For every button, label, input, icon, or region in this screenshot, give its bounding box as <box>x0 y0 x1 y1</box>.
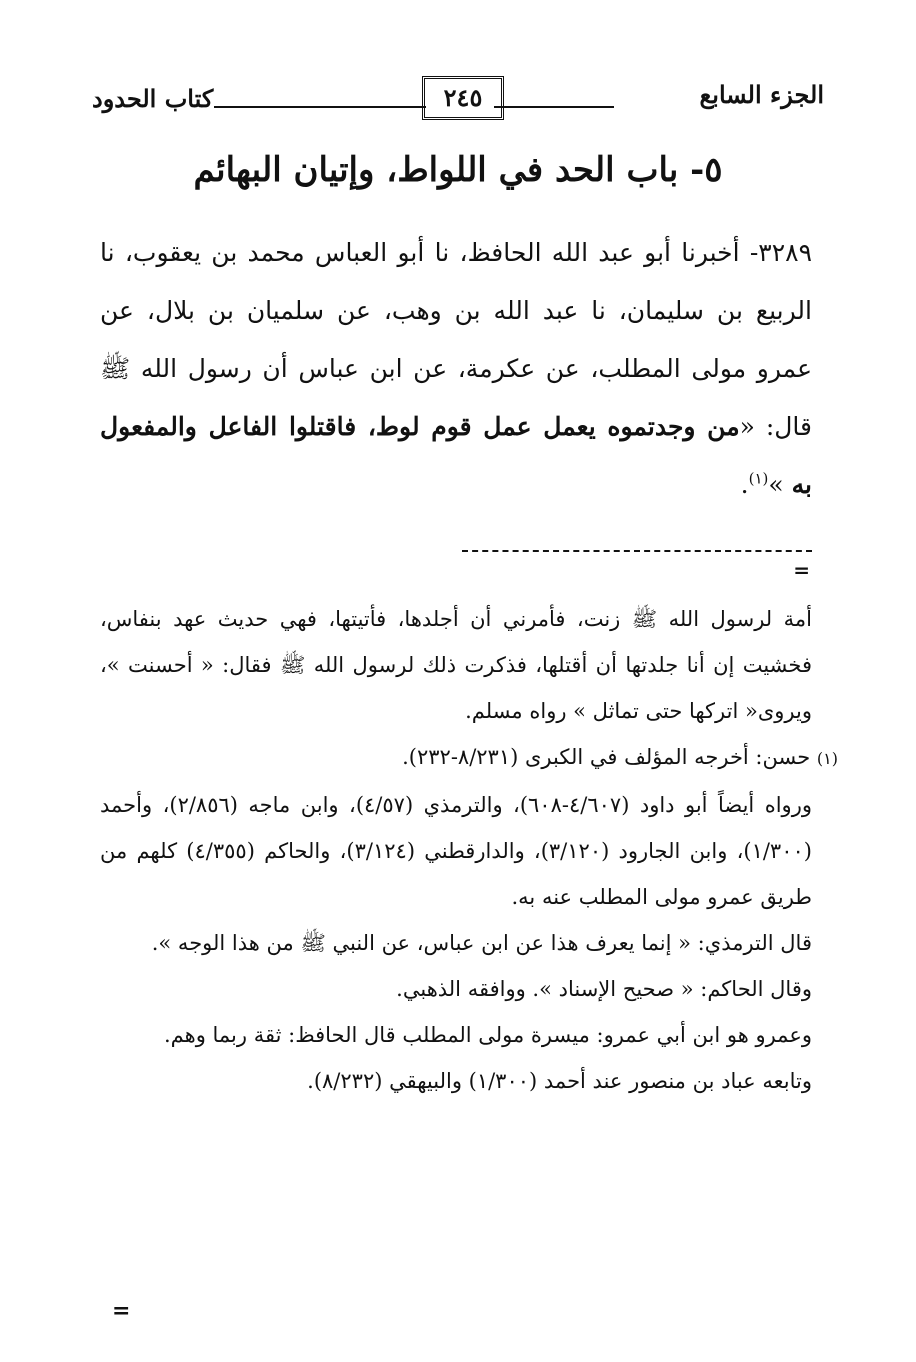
page-number: ٢٤٥ <box>422 76 504 120</box>
hadith-matn: من وجدتموه يعمل عمل قوم لوط، فاقتلوا الفاعل والمفعول به <box>100 412 812 499</box>
footnote-number: (١) <box>816 749 838 768</box>
hadith-quote-close: » <box>768 470 792 499</box>
footnote-paragraph: وقال الحاكم: « صحيح الإسناد ». ووافقه الذهبي. <box>396 977 812 1001</box>
footnote-paragraph: وتابعه عباد بن منصور عند أحمد (١/٣٠٠) والبيهقي (٨/٢٣٢). <box>307 1069 812 1093</box>
footnote-paragraph: قال الترمذي: « إنما يعرف هذا عن ابن عباس، عن النبي ﷺ من هذا الوجه ». <box>151 931 812 955</box>
header-rule-right <box>494 106 614 108</box>
continuation-mark: = <box>793 558 810 582</box>
footnote-paragraph: وعمرو هو ابن أبي عمرو: ميسرة مولى المطلب قال الحافظ: ثقة ربما وهم. <box>163 1023 812 1047</box>
header-rule-left <box>214 106 426 108</box>
footnote-1-text: حسن: أخرجه المؤلف في الكبرى (٨/٢٣١-٢٣٢). <box>402 745 811 769</box>
hadith-isnad: ٣٢٨٩- أخبرنا أبو عبد الله الحافظ، نا أبو العباس محمد بن يعقوب، نا الربيع بن سليمان، نا عبد الله بن وهب، عن سلميان بن بلال، عن عمرو مولى المطلب، عن عكرمة، عن ابن عباس أن رسول الله ﷺ قال: « <box>100 238 812 441</box>
footnote-paragraph: ورواه أيضاً أبو داود (٤/٦٠٧-٦٠٨)، والترمذي (٤/٥٧)، وابن ماجه (٢/٨٥٦)، وأحمد (١/٣٠٠)، وابن الجارود (٣/١٢٠)، والدارقطني (٣/١٢٤)، والحاكم (٤/٣٥٥) كلهم من طريق عمرو مولى المطلب عنه به. <box>100 793 812 909</box>
footnotes <box>100 596 838 1104</box>
running-header <box>92 72 824 128</box>
footnote-continuation: أمة لرسول الله ﷺ زنت، فأمرني أن أجلدها، فأتيتها، فهي حديث عهد بنفاس، فخشيت إن أنا جلدتها أن أقتلها، فذكرت ذلك لرسول الله ﷺ فقال: « أحسنت »، ويروى« اتركها حتى تماثل » رواه مسلم. <box>100 607 812 723</box>
hadith-text <box>100 224 812 514</box>
volume-label: الجزء السابع <box>699 80 824 109</box>
footnote-separator <box>462 550 812 552</box>
footnote-reference[interactable]: (١) <box>748 469 769 488</box>
end-continuation-mark: = <box>112 1298 131 1324</box>
book-label: كتاب الحدود <box>92 84 214 113</box>
hadith-end: . <box>740 470 749 499</box>
footnote-1-line <box>100 734 838 782</box>
chapter-title: ٥- باب الحد في اللواط، وإتيان البهائم <box>193 150 723 190</box>
